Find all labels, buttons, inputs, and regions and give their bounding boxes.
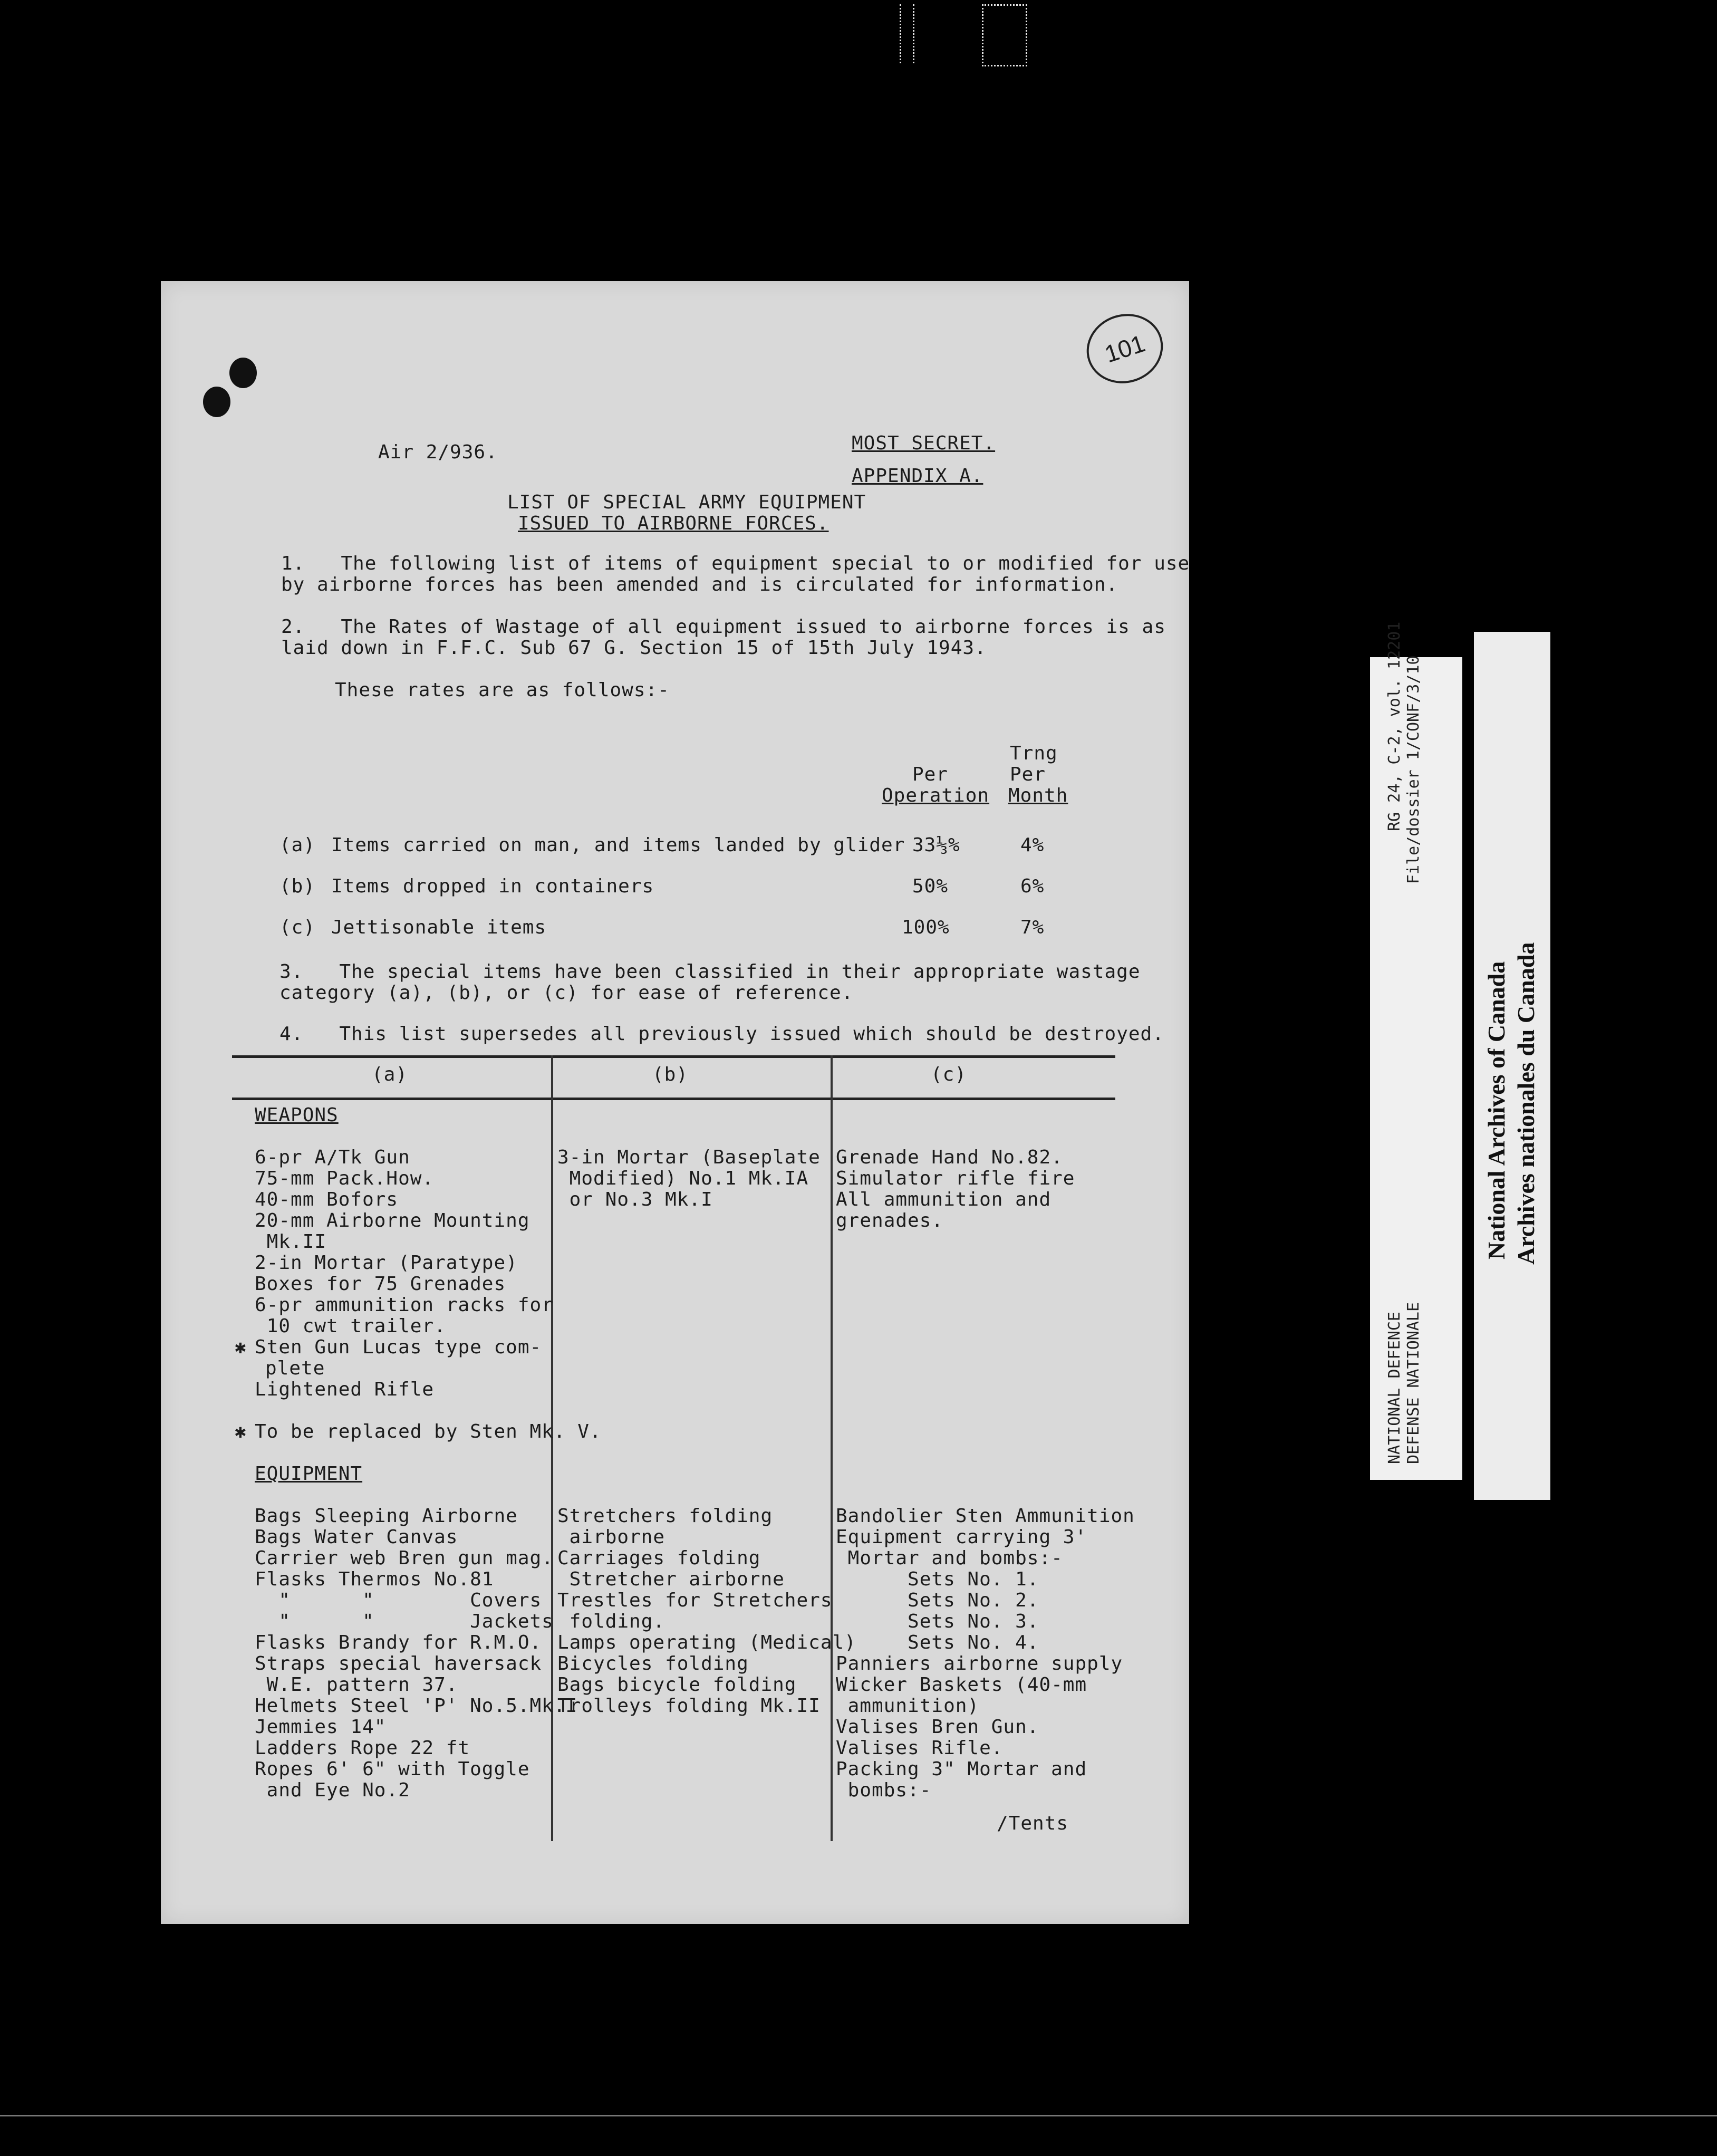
footnote: To be replaced by Sten Mk. V. [255,1421,602,1442]
list-item: Flasks Thermos No.81 [255,1568,494,1590]
column-header-c: (c) [931,1064,967,1085]
title-line-2: ISSUED TO AIRBORNE FORCES. [518,513,829,534]
list-item: Ropes 6' 6" with Toggle [255,1758,530,1780]
film-edge-rule [0,2115,1717,2116]
rate-row-per-operation: 50% [912,875,949,897]
list-item: or No.3 Mk.I [557,1189,713,1210]
rate-row-item: Jettisonable items [331,917,547,938]
list-item: Trestles for Stretchers [557,1590,833,1611]
list-item: Modified) No.1 Mk.IA [557,1168,809,1189]
continuation-marker: /Tents [997,1813,1069,1834]
film-frame-mark [900,4,914,63]
rate-row-key: (c) [279,917,316,938]
title-line-1: LIST OF SPECIAL ARMY EQUIPMENT [507,492,866,513]
list-item: Valises Bren Gun. [836,1716,1039,1738]
list-item: All ammunition and [836,1189,1052,1210]
list-item: Bags bicycle folding [557,1674,797,1696]
list-item: " " Jackets [255,1611,554,1632]
rate-row-per-operation: 33⅓% [912,834,960,856]
list-item: bombs:- [836,1779,932,1801]
list-item: airborne [557,1526,665,1548]
list-item: Simulator rifle fire [836,1168,1075,1189]
rate-col-training-2: Per [1010,764,1046,785]
list-item: Ladders Rope 22 ft [255,1737,470,1759]
list-item: " " Covers [255,1590,542,1611]
list-item: Boxes for 75 Grenades [255,1273,506,1295]
rate-row-per-operation: 100% [902,917,950,938]
rate-row-key: (a) [279,834,316,856]
list-item: Jemmies 14" [255,1716,387,1738]
list-item: Panniers airborne supply [836,1653,1123,1674]
archive-name-label [1474,632,1550,1500]
paragraph-4-line-1: 4. This list supersedes all previously issued which should be destroyed. [279,1023,1164,1045]
table-header-rule [232,1098,1115,1100]
dept-line-2: DEFENSE NATIONALE [1404,1302,1423,1464]
list-item: Valises Rifle. [836,1737,1004,1759]
list-item: 75-mm Pack.How. [255,1168,435,1189]
list-item: Bicycles folding [557,1653,749,1674]
rate-col-operation-1: Per [912,764,949,785]
list-item: Straps special haversack [255,1653,542,1674]
list-item: and Eye No.2 [255,1779,410,1801]
list-item: Trolleys folding Mk.II [557,1695,821,1717]
list-item: Mortar and bombs:- [836,1547,1063,1569]
list-item: Sets No. 2. [836,1590,1039,1611]
list-item: Mk.II [255,1231,327,1253]
paragraph-2-line-3: These rates are as follows:- [335,679,670,701]
list-item: grenades. [836,1210,944,1231]
paragraph-2-line-1: 2. The Rates of Wastage of all equipment issued to airborne forces is as [281,616,1166,638]
rate-row-per-month: 4% [1020,834,1045,856]
list-item: Sets No. 3. [836,1611,1039,1632]
ink-blot [203,387,230,417]
rate-col-operation-2: Operation [882,785,990,806]
list-item: ammunition) [836,1695,980,1717]
list-item: Carriages folding [557,1547,761,1569]
paragraph-3-line-1: 3. The special items have been classified in their appropriate wastage [279,961,1141,983]
rate-col-training-3: Month [1008,785,1068,806]
rate-row-per-month: 7% [1020,917,1045,938]
list-item: Sets No. 4. [836,1632,1039,1653]
asterisk-mark: ✱ [235,1336,247,1358]
list-item: Lightened Rifle [255,1379,435,1400]
list-item: 10 cwt trailer. [255,1315,446,1337]
list-item: folding. [557,1611,665,1632]
list-item: Lamps operating (Medical) [557,1632,856,1653]
column-divider [831,1055,833,1841]
ink-blot [229,358,257,388]
list-item: Packing 3" Mortar and [836,1758,1087,1780]
dept-line-1: NATIONAL DEFENCE [1385,1312,1404,1464]
rate-row-key: (b) [279,875,316,897]
list-item: plete [265,1358,325,1379]
table-top-rule [232,1055,1115,1058]
folio-number: 101 [1077,304,1172,393]
column-divider [551,1055,553,1841]
paragraph-2-line-2: laid down in F.F.C. Sub 67 G. Section 15 of 15th July 1943. [281,637,987,659]
archive-name-en: National Archives of Canada [1483,961,1510,1259]
list-item: Helmets Steel 'P' No.5.Mk.I [255,1695,578,1717]
archive-ref-line-2: File/dossier 1/CONF/3/10 [1404,655,1423,884]
list-item: W.E. pattern 37. [255,1674,458,1696]
list-item: Sets No. 1. [836,1568,1039,1590]
equipment-heading: EQUIPMENT [255,1463,363,1485]
classification: MOST SECRET. [852,432,996,454]
appendix-label: APPENDIX A. [852,465,983,487]
document-page [161,281,1189,1924]
list-item: 6-pr ammunition racks for [255,1294,554,1316]
list-item: 3-in Mortar (Baseplate [557,1147,821,1168]
list-item: Bags Sleeping Airborne [255,1505,518,1527]
list-item: 20-mm Airborne Mounting [255,1210,530,1231]
weapons-heading: WEAPONS [255,1104,339,1126]
film-frame-mark [982,4,1027,66]
rate-row-item: Items carried on man, and items landed by glider [331,834,905,856]
rate-col-training-1: Trng [1010,743,1058,764]
column-header-b: (b) [652,1064,689,1085]
list-item: 6-pr A/Tk Gun [255,1147,410,1168]
list-item: 40-mm Bofors [255,1189,399,1210]
paragraph-1-line-1: 1. The following list of items of equipment special to or modified for use [281,553,1190,574]
list-item: 2-in Mortar (Paratype) [255,1252,518,1274]
archive-reference-label [1370,621,1462,1480]
rate-row-item: Items dropped in containers [331,875,654,897]
rate-row-per-month: 6% [1020,875,1045,897]
list-item: Bandolier Sten Ammunition [836,1505,1135,1527]
list-item: Stretchers folding [557,1505,773,1527]
list-item: Stretcher airborne [557,1568,785,1590]
paragraph-1-line-2: by airborne forces has been amended and is circulated for information. [281,574,1118,595]
file-reference: Air 2/936. [378,441,498,463]
list-item: Wicker Baskets (40-mm [836,1674,1087,1696]
list-item: Flasks Brandy for R.M.O. [255,1632,542,1653]
list-item: Equipment carrying 3' [836,1526,1087,1548]
column-header-a: (a) [372,1064,408,1085]
list-item: Grenade Hand No.82. [836,1147,1063,1168]
list-item: Sten Gun Lucas type com- [255,1336,542,1358]
list-item: Bags Water Canvas [255,1526,458,1548]
archive-name-fr: Archives nationales du Canada [1512,942,1539,1265]
asterisk-mark: ✱ [235,1421,247,1442]
paragraph-3-line-2: category (a), (b), or (c) for ease of reference. [279,982,854,1004]
archive-ref-line-1: RG 24, C-2, vol. 12201 [1385,621,1404,831]
list-item: Carrier web Bren gun mag. [255,1547,554,1569]
